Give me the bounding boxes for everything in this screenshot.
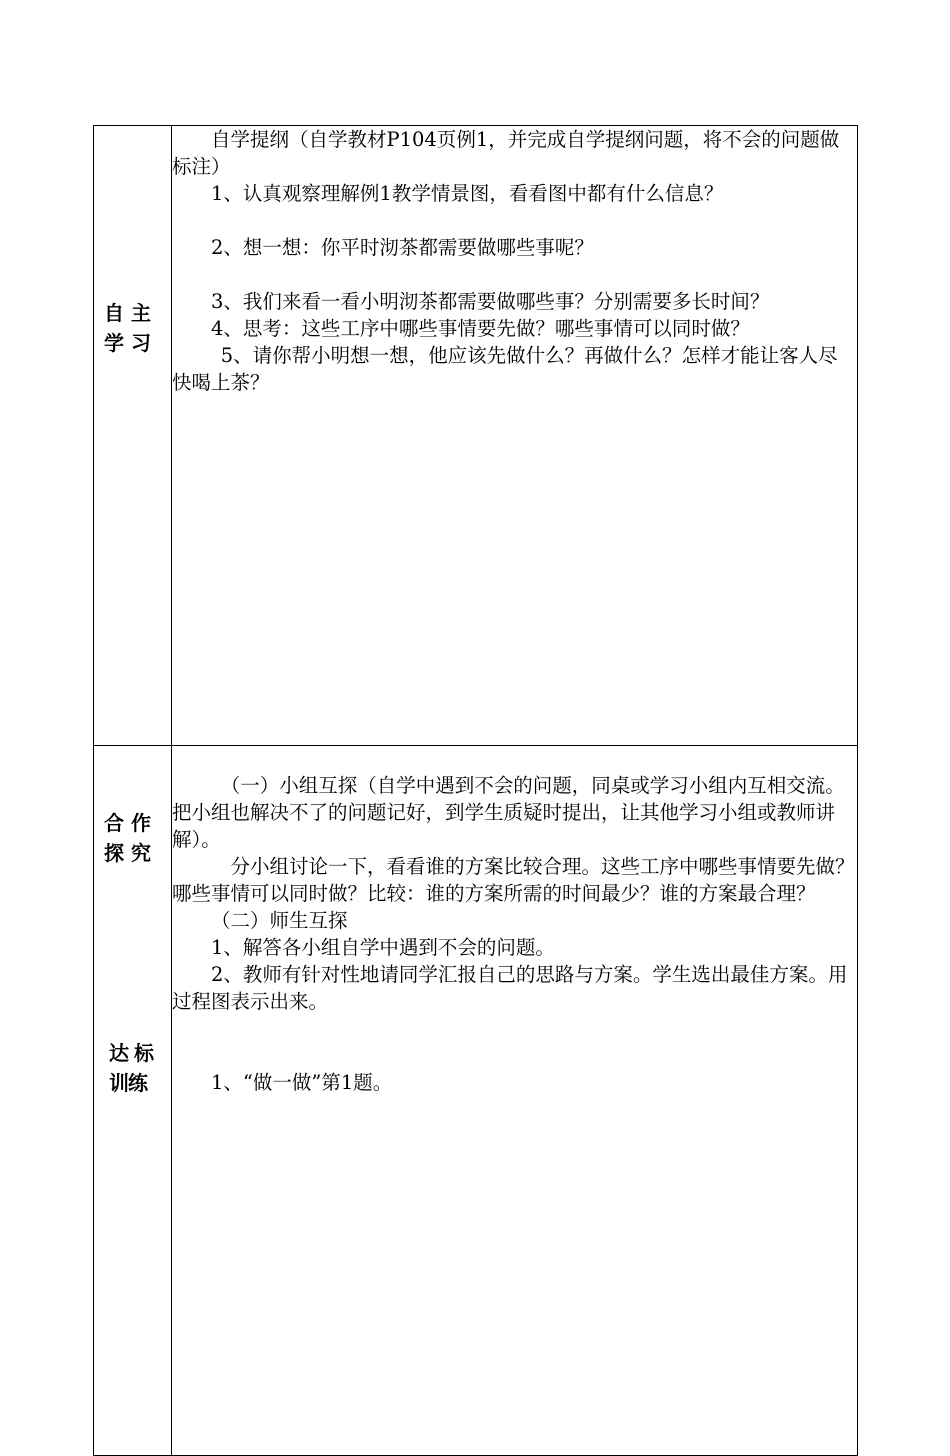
cooperative-label bbox=[104, 808, 151, 868]
self-study-label-cell bbox=[94, 126, 172, 746]
cooperative-label-cell bbox=[94, 746, 172, 1456]
lesson-table bbox=[93, 125, 858, 1456]
teacher-explore-item-2: 2、教师有针对性地请同学汇报自己的思路与方案。学生选出最佳方案。用过程图表示出来。 bbox=[172, 963, 848, 1013]
cooperative-row bbox=[94, 746, 858, 1456]
self-study-label bbox=[104, 298, 151, 358]
self-study-row bbox=[94, 126, 858, 746]
self-study-outline: 自学提纲（自学教材P104页例1，并完成自学提纲问题，将不会的问题做标注） bbox=[172, 128, 840, 178]
group-discuss-text: 分小组讨论一下，看看谁的方案比较合理。这些工序中哪些事情要先做？哪些事情可以同时做？比较：谁的方案所需的时间最少？谁的方案最合理？ bbox=[172, 855, 855, 905]
self-study-content bbox=[172, 126, 858, 746]
self-study-question-5: 5、请你帮小明想一想，他应该先做什么？再做什么？怎样才能让客人尽快喝上茶？ bbox=[172, 344, 838, 394]
teacher-explore-heading: （二）师生互探 bbox=[211, 909, 348, 932]
cooperative-label-line2: 探 究 bbox=[104, 841, 151, 865]
training-label-line2: 训练 bbox=[109, 1071, 147, 1095]
self-study-question-3: 3、我们来看一看小明沏茶都需要做哪些事？分别需要多长时间？ bbox=[211, 290, 770, 313]
cooperative-content bbox=[172, 746, 858, 1456]
self-study-question-4: 4、思考：这些工序中哪些事情要先做？哪些事情可以同时做？ bbox=[211, 317, 750, 340]
self-study-question-1: 1、认真观察理解例1教学情景图，看看图中都有什么信息？ bbox=[211, 182, 724, 205]
teacher-explore-item-1: 1、解答各小组自学中遇到不会的问题。 bbox=[211, 936, 555, 959]
training-label bbox=[109, 1038, 153, 1098]
training-label-line1: 达 标 bbox=[109, 1041, 153, 1065]
self-study-label-line2: 学 习 bbox=[104, 331, 151, 355]
self-study-question-2: 2、想一想：你平时沏茶都需要做哪些事呢？ bbox=[211, 236, 594, 259]
cooperative-label-line1: 合 作 bbox=[104, 811, 151, 835]
group-explore-text: （一）小组互探（自学中遇到不会的问题，同桌或学习小组内互相交流。把小组也解决不了的问题记好，到学生质疑时提出，让其他学习小组或教师讲解）。 bbox=[172, 774, 845, 851]
training-item-1: 1、“做一做”第1题。 bbox=[211, 1071, 393, 1094]
self-study-label-line1: 自 主 bbox=[104, 301, 151, 325]
